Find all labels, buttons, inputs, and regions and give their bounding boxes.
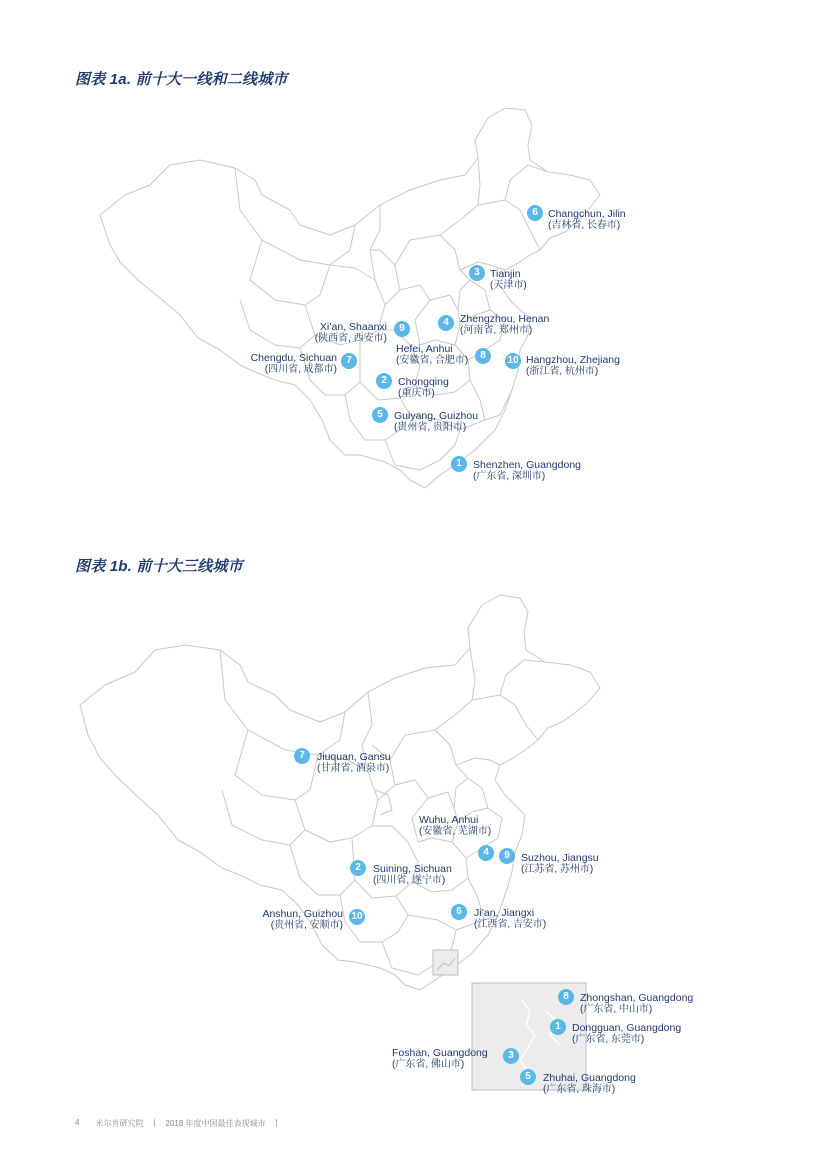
city-name-zh: (广东省, 中山市)	[580, 1004, 653, 1015]
city-name-zh: (广东省, 深圳市)	[473, 471, 546, 482]
city-marker: 9	[499, 848, 515, 864]
city-name-zh: (天津市)	[490, 280, 527, 291]
footer-org: 米尔肯研究院	[95, 1119, 144, 1128]
city-name-zh: (四川省, 遂宁市)	[373, 875, 446, 886]
city-name-zh: (江西省, 吉安市)	[474, 919, 547, 930]
city-marker: 1	[451, 456, 467, 472]
city-marker: 2	[350, 860, 366, 876]
city-name-en: Chengdu, Sichuan	[250, 352, 337, 364]
city-name-zh: (河南省, 郑州市)	[460, 325, 533, 336]
city-marker: 3	[469, 265, 485, 281]
city-label	[521, 852, 599, 876]
city-name-zh: (江苏省, 苏州市)	[521, 864, 594, 875]
city-marker: 8	[475, 348, 491, 364]
city-name-en: Suzhou, Jiangsu	[521, 852, 599, 864]
city-name-en: Xi’an, Shaanxi	[319, 321, 387, 333]
city-name-en: Anshun, Guizhou	[262, 908, 343, 920]
city-name-en: Changchun, Jilin	[548, 208, 626, 220]
city-marker: 8	[558, 989, 574, 1005]
city-marker: 9	[394, 321, 410, 337]
city-label	[262, 908, 343, 932]
city-name-en: Shenzhen, Guangdong	[473, 459, 582, 471]
city-name-en: Zhongshan, Guangdong	[580, 992, 694, 1004]
city-name-en: Chongqing	[398, 376, 449, 388]
city-name-zh: (广东省, 东莞市)	[572, 1034, 645, 1045]
city-name-zh: (浙江省, 杭州市)	[526, 366, 599, 377]
city-name-zh: (贵州省, 安顺市)	[270, 920, 343, 931]
city-marker: 2	[376, 373, 392, 389]
city-name-zh: (重庆市)	[398, 388, 435, 399]
city-marker: 6	[527, 205, 543, 221]
city-label	[572, 1022, 681, 1046]
footer-separator: |	[153, 1118, 156, 1127]
city-name-en: Wuhu, Anhui	[419, 814, 479, 826]
city-name-en: Hangzhou, Zhejiang	[526, 354, 620, 366]
city-name-zh: (贵州省, 贵阳市)	[394, 422, 467, 433]
page-footer	[75, 1118, 278, 1129]
page-number: 4	[75, 1118, 80, 1127]
figure-1a-title: 图表 1a. 前十大一线和二线城市	[75, 71, 288, 88]
city-marker: 4	[438, 315, 454, 331]
city-marker: 10	[349, 909, 365, 925]
city-name-en: Dongguan, Guangdong	[572, 1022, 682, 1034]
city-name-en: Hefei, Anhui	[396, 343, 453, 355]
city-label	[580, 992, 693, 1016]
city-marker: 6	[451, 904, 467, 920]
city-marker: 10	[505, 353, 521, 369]
city-name-zh: (安徽省, 合肥市)	[396, 355, 469, 366]
city-name-en: Ji’an, Jiangxi	[474, 907, 535, 919]
city-label	[419, 814, 491, 838]
footer-report-title: 2018 年度中国最佳表现城市	[165, 1119, 266, 1128]
city-name-zh: (安徽省, 芜湖市)	[419, 826, 492, 837]
city-marker: 1	[550, 1019, 566, 1035]
city-name-en: Foshan, Guangdong	[392, 1047, 488, 1059]
city-name-en: Zhuhai, Guangdong	[543, 1072, 636, 1084]
city-name-en: Jiuquan, Gansu	[317, 751, 391, 763]
footer-separator: |	[275, 1118, 278, 1127]
city-label	[373, 863, 452, 887]
city-name-en: Zhengzhou, Henan	[460, 313, 550, 325]
city-name-zh: (甘肃省, 酒泉市)	[317, 763, 390, 774]
city-name-zh: (吉林省, 长春市)	[548, 220, 621, 231]
city-name-zh: (广东省, 珠海市)	[543, 1084, 616, 1095]
city-marker: 3	[503, 1048, 519, 1064]
city-label	[543, 1072, 636, 1096]
city-marker: 7	[341, 353, 357, 369]
city-marker: 5	[372, 407, 388, 423]
city-name-en: Tianjin	[490, 268, 521, 280]
figure-1b-title: 图表 1b. 前十大三线城市	[75, 558, 243, 575]
city-name-zh: (四川省, 成都市)	[264, 364, 337, 375]
city-label	[392, 1047, 488, 1071]
city-marker: 7	[294, 748, 310, 764]
city-marker: 4	[478, 845, 494, 861]
city-name-en: Suining, Sichuan	[373, 863, 452, 875]
city-marker: 5	[520, 1069, 536, 1085]
city-label	[474, 907, 546, 931]
city-label	[317, 751, 391, 775]
city-name-zh: (陕西省, 西安市)	[314, 333, 387, 344]
city-name-zh: (广东省, 佛山市)	[392, 1059, 465, 1070]
city-name-en: Guiyang, Guizhou	[394, 410, 479, 422]
